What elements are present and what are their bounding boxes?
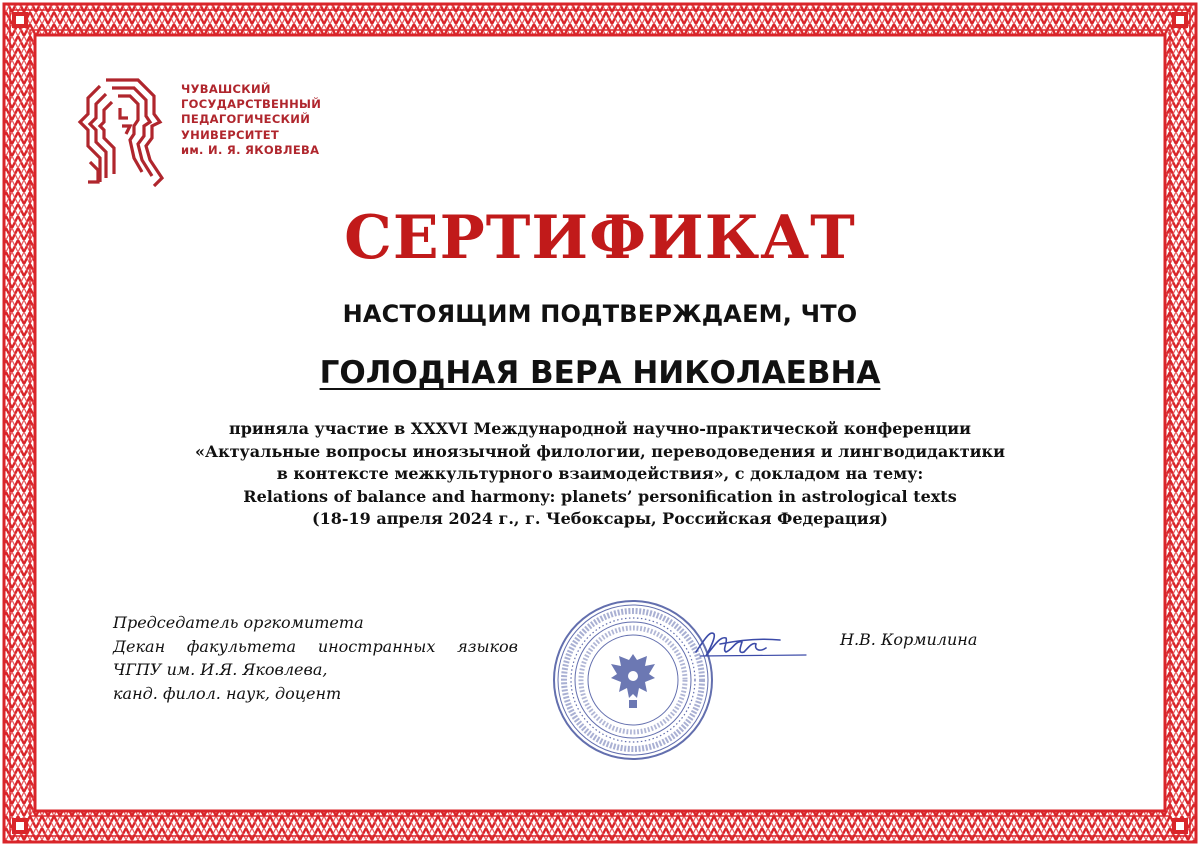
handwritten-signature <box>690 622 810 667</box>
signatory-position <box>113 611 518 705</box>
signatory-word: Декан <box>113 636 166 656</box>
confirmation-heading: НАСТОЯЩИМ ПОДТВЕРЖДАЕМ, ЧТО <box>342 300 858 328</box>
certificate-body <box>150 418 1050 531</box>
report-topic: Relations of balance and harmony: planets’ personification in astrological texts <box>243 486 957 506</box>
signatory-line <box>113 635 518 659</box>
signatory-name: Н.В. Кормилина <box>840 630 978 649</box>
body-line: «Актуальные вопросы иноязычной филологии, переводоведения и лингводидактики <box>195 441 1005 461</box>
signatory-word: иностранных <box>317 636 436 656</box>
body-line: приняла участие в XXXVI Международной научно-практической конференции <box>228 419 971 438</box>
certificate-title: СЕРТИФИКАТ <box>344 203 856 273</box>
signatory-line: ЧГПУ им. И.Я. Яковлева, <box>113 660 328 679</box>
body-line: в контексте межкультурного взаимодействия», с докладом на тему: <box>276 464 924 484</box>
event-date-place: (18-19 апреля 2024 г., г. Чебоксары, Российская Федерация) <box>312 509 888 529</box>
university-name-line: ГОСУДАРСТВЕННЫЙ <box>181 97 322 112</box>
university-logo <box>76 74 168 190</box>
signatory-word: факультета <box>186 636 297 656</box>
signatory-line: Председатель оргкомитета <box>113 613 364 632</box>
university-name-line: им. И. Я. ЯКОВЛЕВА <box>181 142 320 157</box>
signatory-word: языков <box>457 636 518 656</box>
university-name-line: УНИВЕРСИТЕТ <box>181 127 280 142</box>
university-name <box>181 82 321 158</box>
recipient-name: ГОЛОДНАЯ ВЕРА НИКОЛАЕВНА <box>319 355 881 391</box>
university-name-line: ЧУВАШСКИЙ <box>181 82 271 96</box>
signatory-line: канд. филол. наук, доцент <box>113 683 342 703</box>
university-name-line: ПЕДАГОГИЧЕСКИЙ <box>181 112 311 127</box>
